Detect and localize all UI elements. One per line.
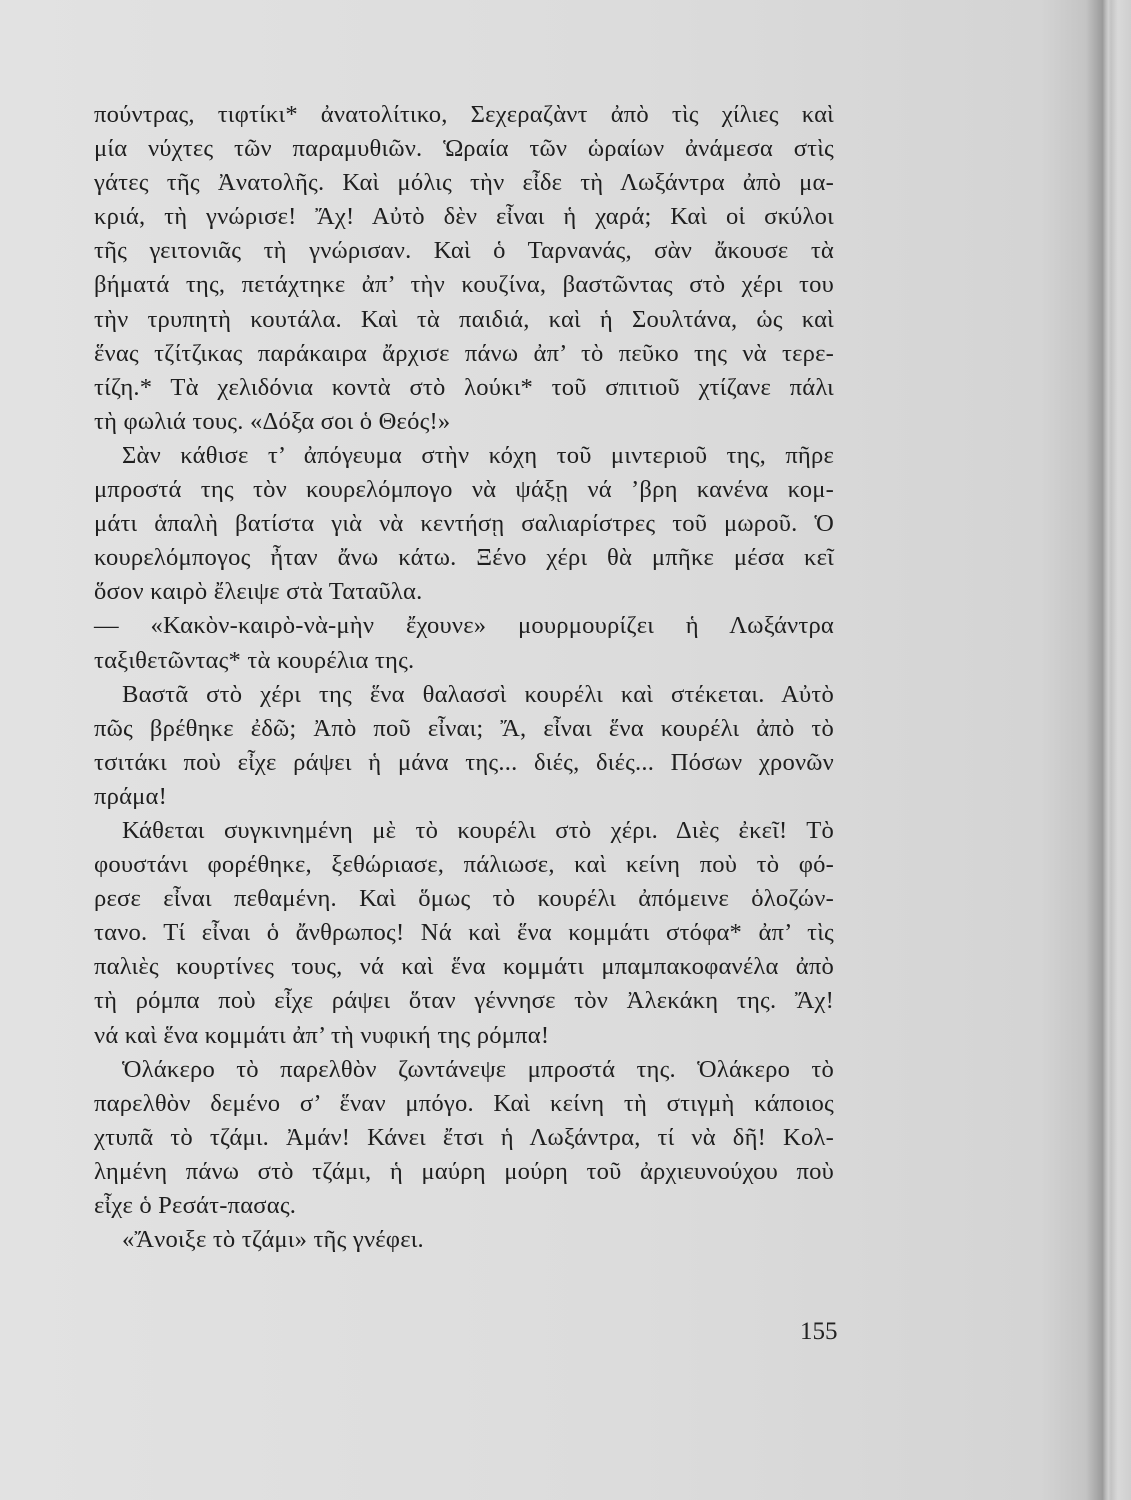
text-line: τίζη.* Τὰ χελιδόνια κοντὰ στὸ λούκι* τοῦ σπιτιοῦ χτίζανε πάλι [94,373,834,401]
text-line: μπροστά της τὸν κουρελόμπογο νὰ ψάξῃ νά ’βρη κανένα κομ- [94,476,834,504]
text-line: λημένη πάνω στὸ τζάμι, ἡ μαύρη μούρη τοῦ ἀρχιευνούχου ποὺ [94,1157,834,1185]
text-line: ὅσον καιρὸ ἔλειψε στὰ Ταταῦλα. [94,578,423,606]
text-line: Κάθεται συγκινημένη μὲ τὸ κουρέλι στὸ χέρι. Διὲς ἐκεῖ! Τὸ [122,816,834,844]
text-line: πούντρας, τιφτίκι* ἀνατολίτικο, Σεχεραζὰντ ἀπὸ τὶς χίλιες καὶ [94,101,834,128]
text-line: Βαστᾶ στὸ χέρι της ἕνα θαλασσὶ κουρέλι καὶ στέκεται. Αὐτὸ [122,680,834,708]
text-line: παλιὲς κουρτίνες τους, νά καὶ ἕνα κομμάτι μπαμπακοφανέλα ἀπὸ [94,953,834,981]
text-line: τὴ φωλιά τους. «Δόξα σοι ὁ Θεός!» [94,407,451,435]
text-line: Σὰν κάθισε τ’ ἀπόγευμα στὴν κόχη τοῦ μιντεριοῦ της, πῆρε [122,441,834,469]
text-line: — «Κακὸν-καιρὸ-νὰ-μὴν ἔχουνε» μουρμουρίζει ἡ Λωξάντρα [94,612,834,640]
page-number: 155 [800,1318,838,1345]
text-line: τανο. Τί εἶναι ὁ ἄνθρωπος! Νά καὶ ἕνα κομμάτι στόφα* ἀπ’ τὶς [94,919,834,947]
text-line: χτυπᾶ τὸ τζάμι. Ἀμάν! Κάνει ἔτσι ἡ Λωξάντρα, τί νὰ δῆ! Κολ- [94,1123,834,1151]
text-line: βήματά της, πετάχτηκε ἀπ’ τὴν κουζίνα, βαστῶντας στὸ χέρι του [94,271,834,299]
text-line: πῶς βρέθηκε ἐδῶ; Ἀπὸ ποῦ εἶναι; Ἄ, εἶναι ἕνα κουρέλι ἀπὸ τὸ [94,714,834,742]
text-line: ταξιθετῶντας* τὰ κουρέλια της. [94,646,415,674]
text-line: «Ἄνοιξε τὸ τζάμι» τῆς γνέφει. [122,1226,424,1254]
text-line: ρεσε εἶναι πεθαμένη. Καὶ ὅμως τὸ κουρέλι ἀπόμεινε ὁλοζών- [94,885,834,913]
text-line: κριά, τὴ γνώρισε! Ἄχ! Αὐτὸ δὲν εἶναι ἡ χαρά; Καὶ οἱ σκύλοι [94,203,834,231]
text-line: νά καὶ ἕνα κομμάτι ἀπ’ τὴ νυφική της ρόμπα! [94,1021,550,1049]
text-line: τὴ ρόμπα ποὺ εἶχε ράψει ὅταν γέννησε τὸν Ἀλεκάκη της. Ἄχ! [94,987,834,1015]
text-line: εἶχε ὁ Ρεσάτ-πασας. [94,1192,297,1219]
text-line: τὴν τρυπητὴ κουτάλα. Καὶ τὰ παιδιά, καὶ ἡ Σουλτάνα, ὡς καὶ [94,305,834,333]
text-line: Ὁλάκερο τὸ παρελθὸν ζωντάνεψε μπροστά της. Ὁλάκερο τὸ [122,1055,834,1083]
text-line: πράμα! [94,782,168,810]
body-text [94,98,834,1257]
text-line: παρελθὸν δεμένο σ’ ἕναν μπόγο. Καὶ κείνη τὴ στιγμὴ κάποιος [94,1089,834,1117]
page-edge-shadow [1104,0,1118,1500]
text-line: φουστάνι φορέθηκε, ξεθώριασε, πάλιωσε, καὶ κείνη ποὺ τὸ φό- [94,851,834,879]
text-line: τσιτάκι ποὺ εἶχε ράψει ἡ μάνα της... διές, διές... Πόσων χρονῶν [94,748,834,776]
text-line: τῆς γειτονιᾶς τὴ γνώρισαν. Καὶ ὁ Ταρνανάς, σὰν ἄκουσε τὰ [94,237,834,265]
text-line: ἕνας τζίτζικας παράκαιρα ἄρχισε πάνω ἀπ’ τὸ πεῦκο της νὰ τερε- [94,339,834,367]
text-line: γάτες τῆς Ἀνατολῆς. Καὶ μόλις τὴν εἶδε τὴ Λωξάντρα ἀπὸ μα- [94,169,834,197]
text-line: μία νύχτες τῶν παραμυθιῶν. Ὡραία τῶν ὡραίων ἀνάμεσα στὶς [94,135,834,163]
text-line: κουρελόμπογος ἦταν ἄνω κάτω. Ξένο χέρι θὰ μπῆκε μέσα κεῖ [94,544,834,572]
text-line: μάτι ἁπαλὴ βατίστα γιὰ νὰ κεντήσῃ σαλιαρίστρες τοῦ μωροῦ. Ὁ [94,510,834,538]
